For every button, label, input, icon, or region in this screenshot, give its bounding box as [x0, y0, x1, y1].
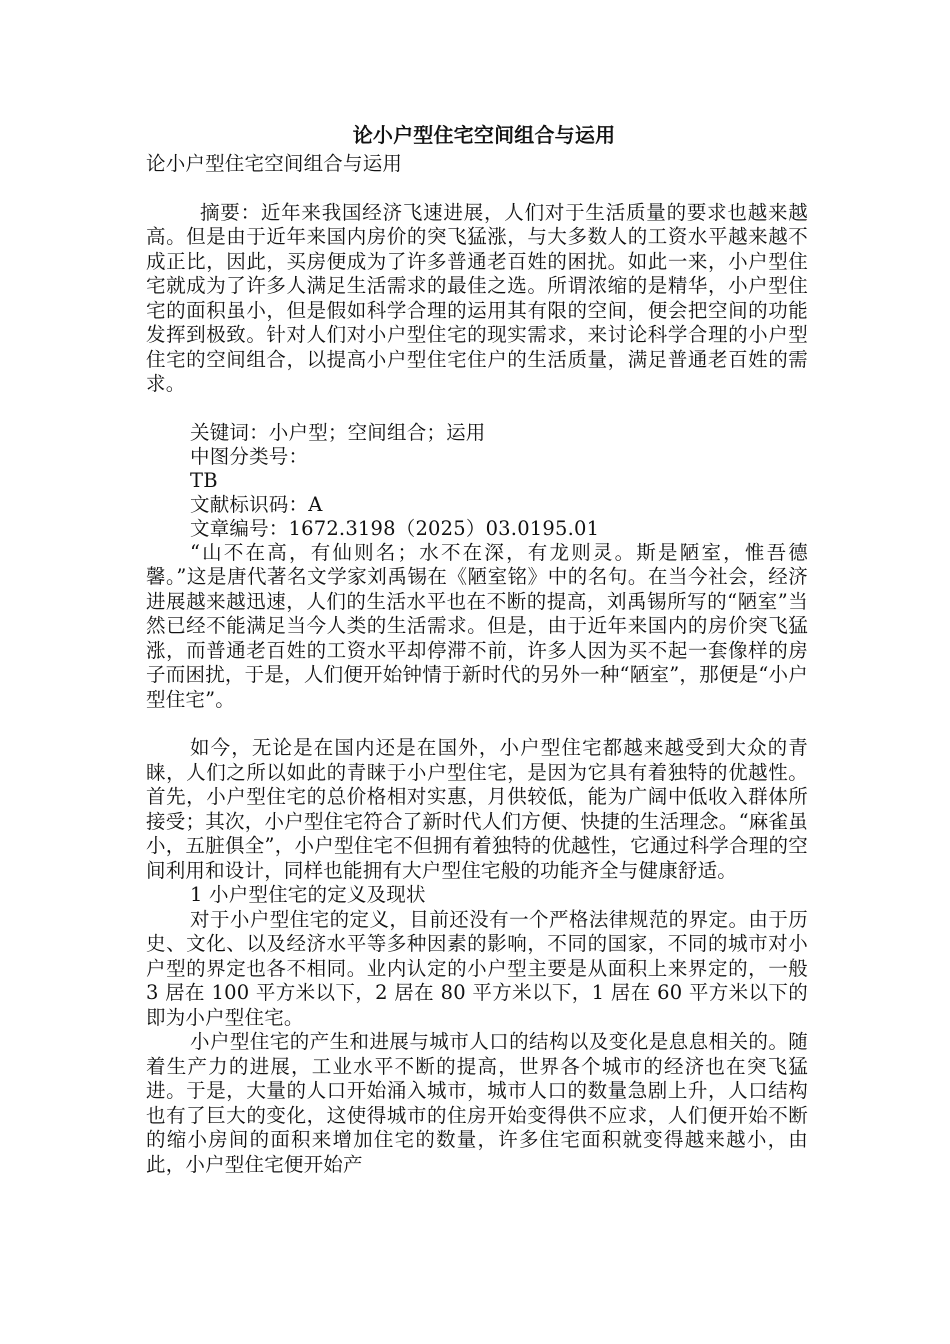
document-subtitle: 论小户型住宅空间组合与运用 — [146, 152, 403, 175]
document-title: 论小户型住宅空间组合与运用 — [352, 123, 616, 147]
keywords-line: 关键词：小户型；空间组合；运用 — [190, 420, 486, 444]
clc-label-line: 中图分类号： — [190, 444, 309, 468]
document-page — [146, 118, 808, 1177]
article-number-line: 文章编号：1672.3198（2025）03.0195.01 — [190, 516, 600, 540]
abstract-paragraph: 摘要：近年来我国经济飞速进展，人们对于生活质量的要求也越来越高。但是由于近年来国内房价的突飞猛涨，与大多数人的工资水平越来越不成正比，因此，买房便成为了许多普通老百姓的困扰。如此一来，小户型住宅就成为了许多人满足生活需求的最佳之选。所谓浓缩的是精华，小户型住宅的面积虽小，但是假如科学合理的运用其有限的空间，便会把空间的功能发挥到极致。针对人们对小户型住宅的现实需求，来讨论科学合理的小户型住宅的空间组合，以提高小户型住宅住户的生活质量，满足普通老百姓的需求。 — [146, 200, 808, 395]
section-heading-1: 1 小户型住宅的定义及现状 — [190, 883, 426, 906]
body-paragraph-3: 对于小户型住宅的定义，目前还没有一个严格法律规范的界定。由于历史、文化、以及经济水平等多种因素的影响，不同的国家，不同的城市对小户型的界定也各不相同。业内认定的小户型主要是从面积上来界定的，一般 3 居在 100 平方米以下，2 居在 80 平方米以下，1 居在 60 平方米以下的即为小户型住宅。 — [146, 907, 808, 1029]
clc-value-line: TB — [190, 468, 218, 492]
document-code-line: 文献标识码：A — [190, 492, 323, 516]
body-paragraph-4: 小户型住宅的产生和进展与城市人口的结构以及变化是息息相关的。随着生产力的进展，工业水平不断的提高，世界各个城市的经济也在突飞猛进。于是，大量的人口开始涌入城市，城市人口的数量急剧上升，人口结构也有了巨大的变化，这使得城市的住房开始变得供不应求，人们便开始不断的缩小房间的面积来增加住宅的数量，许多住宅面积就变得越来越小，由此，小户型住宅便开始产 — [146, 1030, 808, 1176]
body-paragraph-1: “山不在高，有仙则名；水不在深，有龙则灵。斯是陋室，惟吾德馨。”这是唐代著名文学家刘禹锡在《陋室铭》中的名句。在当今社会，经济进展越来越迅速，人们的生活水平也在不断的提高，刘禹锡所写的“陋室”当然已经不能满足当今人类的生活需求。但是，由于近年来国内的房价突飞猛涨，而普通老百姓的工资水平却停滞不前，许多人因为买不起一套像样的房子而困扰，于是，人们便开始钟情于新时代的另外一种“陋室”，那便是“小户型住宅”。 — [146, 540, 808, 711]
body-paragraph-2: 如今，无论是在国内还是在国外，小户型住宅都越来越受到大众的青睐，人们之所以如此的青睐于小户型住宅，是因为它具有着独特的优越性。首先，小户型住宅的总价格相对实惠，月供较低，能为广阔中低收入群体所接受；其次，小户型住宅符合了新时代人们方便、快捷的生活理念。“麻雀虽小，五脏俱全”，小户型住宅不但拥有着独特的优越性，它通过科学合理的空间利用和设计，同样也能拥有大户型住宅般的功能齐全与健康舒适。 — [146, 736, 808, 882]
article-metadata — [146, 421, 808, 541]
